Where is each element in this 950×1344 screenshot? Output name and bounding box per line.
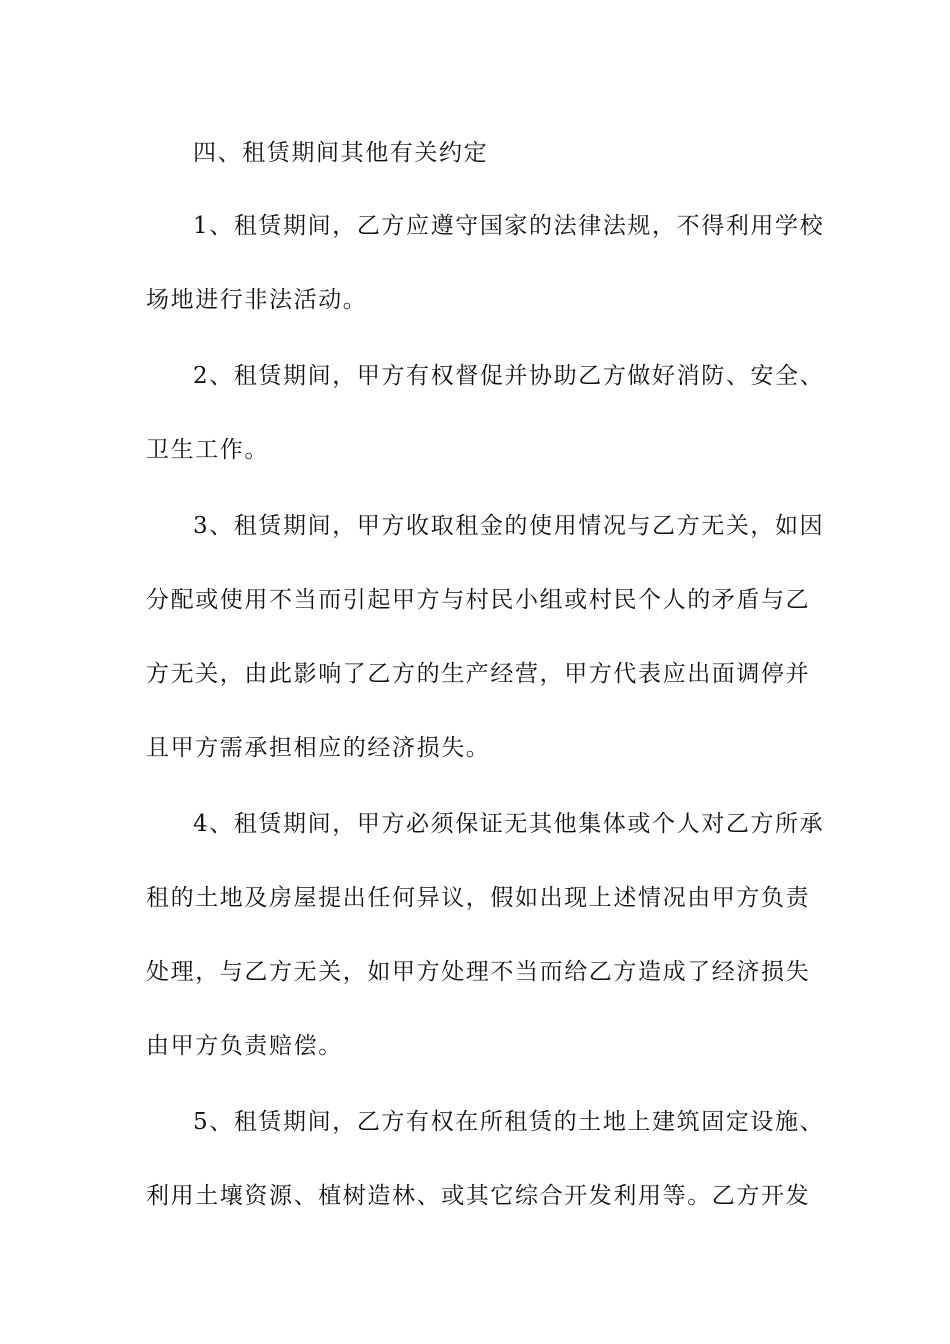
section-heading: 四、租赁期间其他有关约定 [193,140,489,166]
paragraph-5-line-1: 5、租赁期间，乙方有权在所租赁的土地上建筑固定设施、 [193,1109,825,1135]
paragraph-1-line-2: 场地进行非法活动。 [146,287,368,313]
paragraph-3-line-1: 3、租赁期间，甲方收取租金的使用情况与乙方无关，如因 [193,513,825,539]
paragraph-5-line-2: 利用土壤资源、植树造林、或其它综合开发利用等。乙方开发 [146,1183,811,1209]
paragraph-4-line-3: 处理，与乙方无关，如甲方处理不当而给乙方造成了经济损失 [146,959,811,985]
paragraph-3-line-3: 方无关，由此影响了乙方的生产经营，甲方代表应出面调停并 [146,661,811,687]
paragraph-4-line-2: 租的土地及房屋提出任何异议，假如出现上述情况由甲方负责 [146,885,811,911]
paragraph-2-line-2: 卫生工作。 [146,437,269,463]
paragraph-3-line-4: 且甲方需承担相应的经济损失。 [146,735,491,761]
paragraph-2-line-1: 2、租赁期间，甲方有权督促并协助乙方做好消防、安全、 [193,363,825,389]
paragraph-4-line-1: 4、租赁期间，甲方必须保证无其他集体或个人对乙方所承 [193,811,825,837]
paragraph-3-line-2: 分配或使用不当而引起甲方与村民小组或村民个人的矛盾与乙 [146,587,811,613]
paragraph-4-line-4: 由甲方负责赔偿。 [146,1033,343,1059]
paragraph-1-line-1: 1、租赁期间，乙方应遵守国家的法律法规，不得利用学校 [193,213,825,239]
